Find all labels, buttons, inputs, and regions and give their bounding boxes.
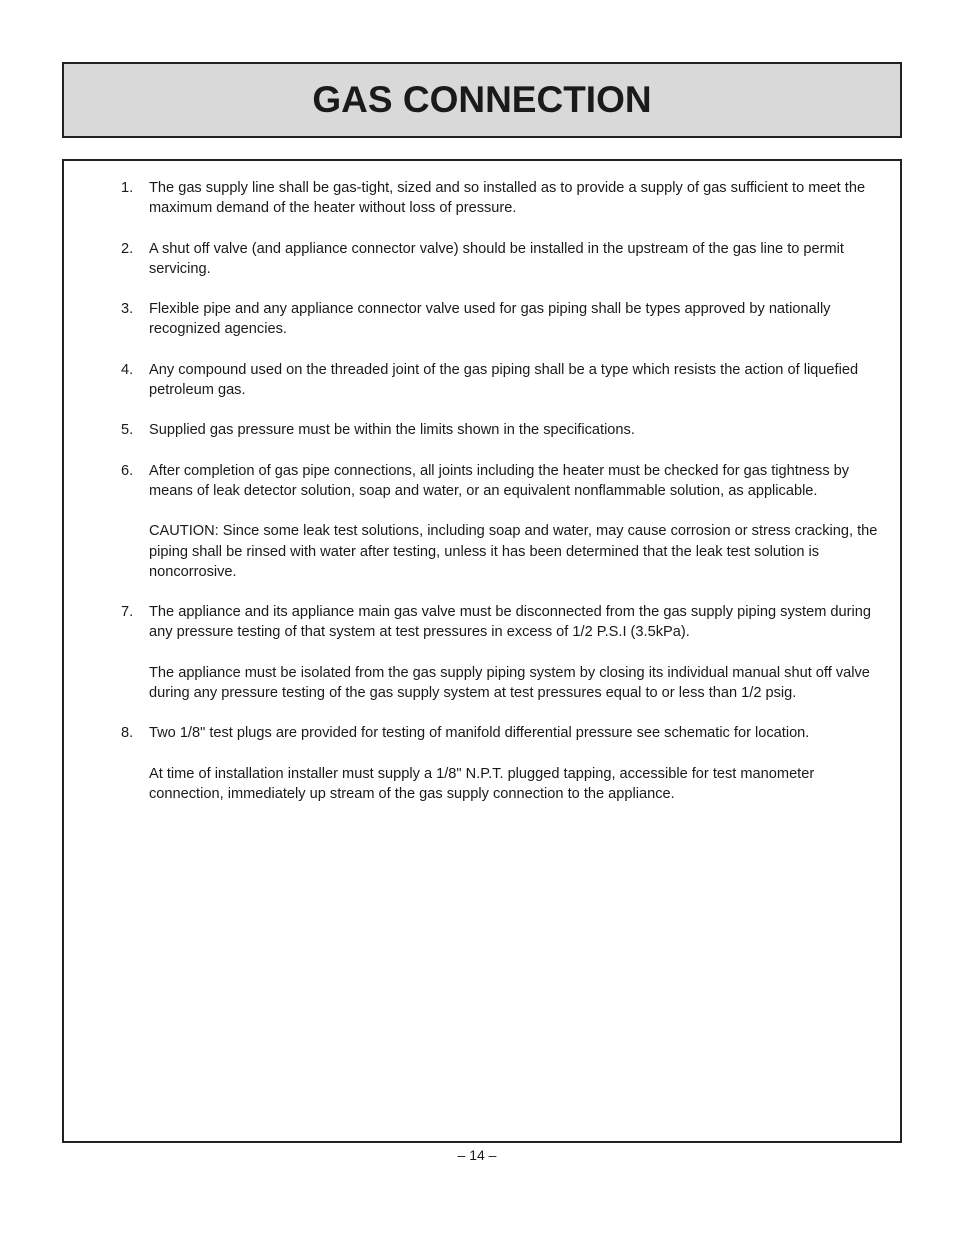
list-item — [64, 420, 900, 440]
item-text: After completion of gas pipe connections, all joints including the heater must be checked for gas tightness by means of leak detector solution, soap and water, or an equivalent nonflammable solution, as applicable. — [149, 462, 850, 499]
caution-text: CAUTION: Since some leak test solutions, including soap and water, may cause corrosion or stress cracking, the piping shall be rinsed with water after testing, unless it has been determined that the leak test solution is noncorrosive. — [149, 523, 878, 580]
item-number: 1. — [121, 180, 134, 196]
page-number: – 14 – — [457, 1147, 497, 1163]
list-item — [64, 723, 900, 804]
item-number: 2. — [121, 240, 134, 257]
instruction-list — [64, 178, 900, 824]
item-text: A shut off valve (and appliance connector valve) should be installed in the upstream of the gas line to permit servicing. — [149, 240, 844, 277]
item-number: 8. — [121, 725, 134, 742]
item-text: Flexible pipe and any appliance connector valve used for gas piping shall be types approved by nationally recognized agencies. — [149, 301, 831, 338]
list-item — [64, 360, 900, 401]
list-item — [64, 178, 900, 219]
title-banner — [62, 62, 902, 138]
item-text: The gas supply line shall be gas-tight, sized and so installed as to provide a supply of gas sufficient to meet the maximum demand of the heater without loss of pressure. — [149, 180, 866, 217]
item-text: Two 1/8" test plugs are provided for testing of manifold differential pressure see schematic for location. — [149, 725, 810, 742]
item-text-continued: The appliance must be isolated from the gas supply piping system by closing its individual manual shut off valve during any pressure testing of the gas supply system at test pressures equal to or less than 1/2 psig. — [149, 664, 870, 702]
list-item — [64, 299, 900, 340]
list-item — [64, 602, 900, 703]
item-number: 4. — [121, 361, 134, 378]
page-title: GAS CONNECTION — [312, 79, 652, 120]
item-text: The appliance and its appliance main gas valve must be disconnected from the gas supply piping system during any pressure testing of that system at test pressures in excess of 1/2 P.S.I (3.5kPa). — [149, 604, 871, 641]
item-text: Any compound used on the threaded joint of the gas piping shall be a type which resists the action of liquefied petroleum gas. — [149, 361, 859, 399]
item-text: Supplied gas pressure must be within the limits shown in the specifications. — [149, 422, 635, 439]
item-number: 7. — [121, 604, 134, 621]
list-item — [64, 461, 900, 582]
item-number: 3. — [121, 301, 134, 318]
item-text-continued: At time of installation installer must supply a 1/8" N.P.T. plugged tapping, accessible for test manometer connection, immediately up stream of the gas supply connection to the appliance. — [149, 765, 815, 802]
instructions-panel — [62, 159, 902, 1143]
item-number: 6. — [121, 462, 134, 479]
list-item — [64, 239, 900, 280]
item-number: 5. — [121, 422, 134, 439]
